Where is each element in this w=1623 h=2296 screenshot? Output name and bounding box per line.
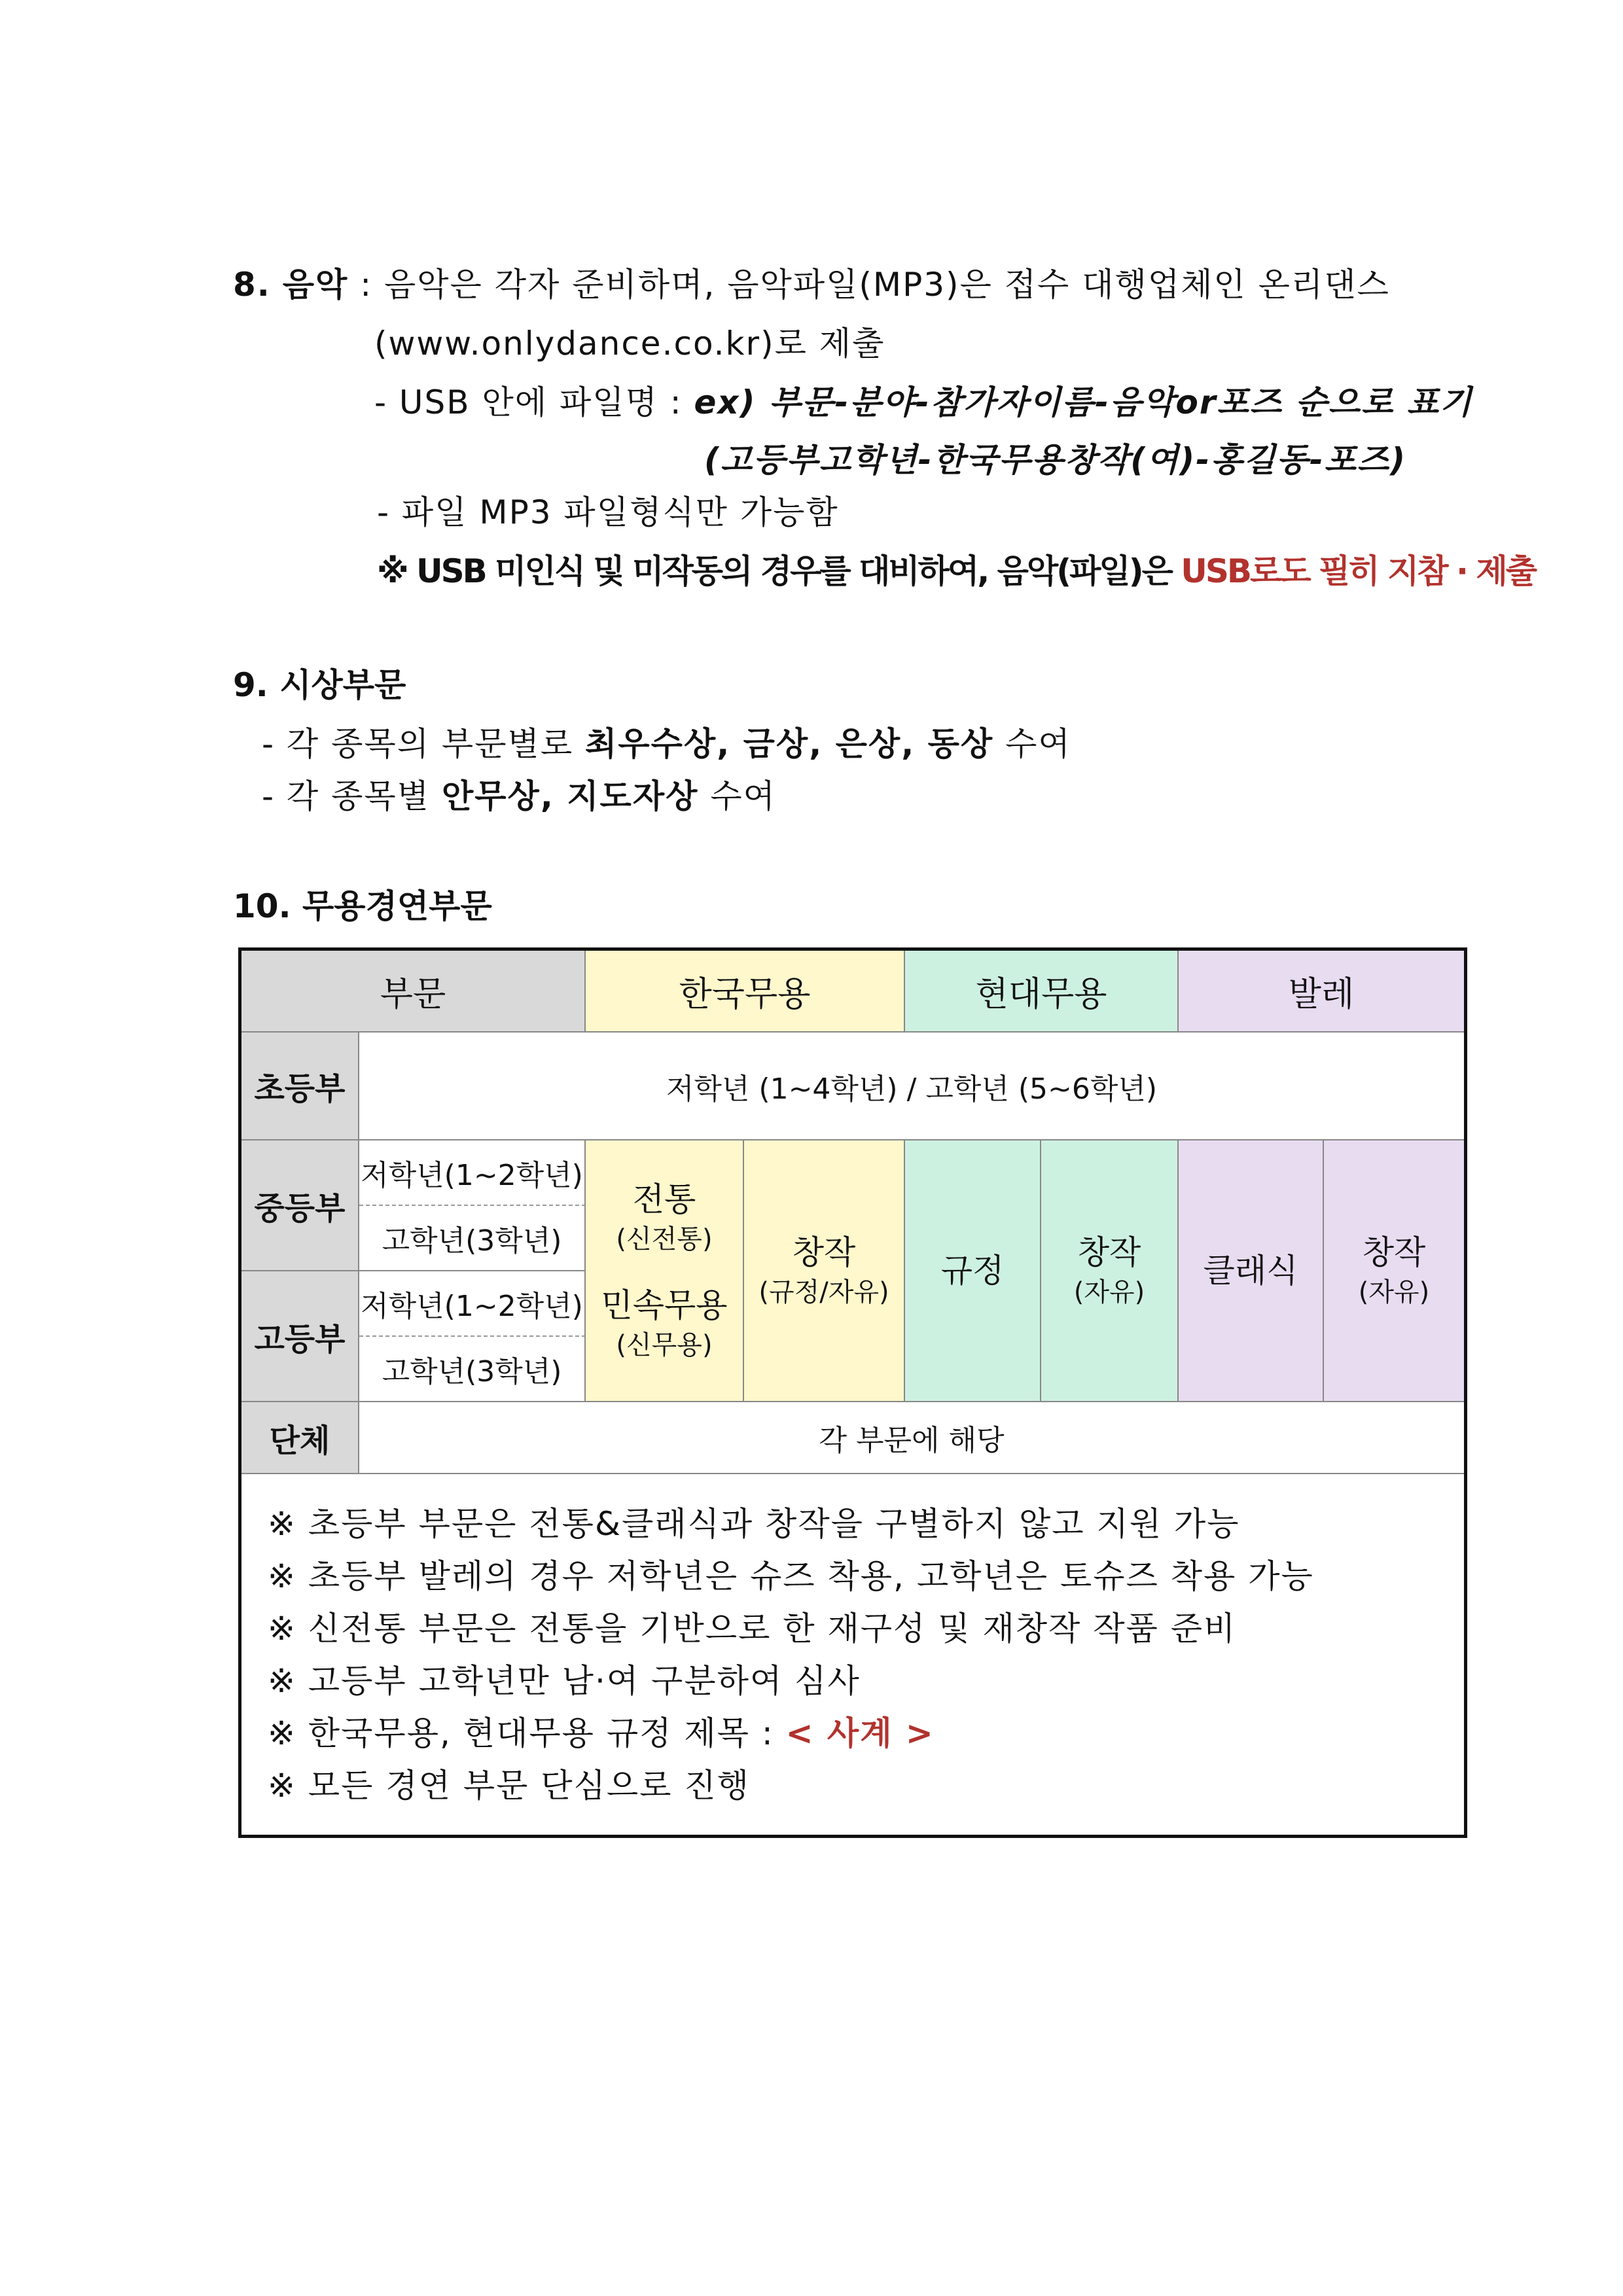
usb-prefix: - USB 안에 파일명 : [374,383,694,421]
korean-creative-cell [744,1140,905,1402]
middle-low-grade: 저학년(1~2학년) [359,1140,586,1206]
header-division: 부문 [241,951,586,1033]
section9-line1-prefix: - 각 종목의 부문별로 [262,725,586,763]
section9-line1-suffix: 수여 [993,725,1071,763]
note-6: ※ 모든 경연 부문 단심으로 진행 [268,1767,750,1805]
section8-title: 음악 [282,266,349,304]
modern-creative-cell [1041,1140,1179,1402]
row-group-text: 각 부문에 해당 [359,1402,1464,1474]
korean-traditional: 전통 [632,1180,696,1218]
section8-heading-line [233,262,1390,308]
ballet-classic-cell [1179,1140,1324,1402]
note-5-prefix: ※ 한국무용, 현대무용 규정 제목 : [268,1714,786,1752]
header-korean-dance: 한국무용 [586,951,905,1033]
high-high-grade: 고학년(3학년) [359,1337,586,1402]
row-middle-label: 중등부 [241,1140,359,1271]
korean-creative: 창작 [792,1233,856,1271]
korean-new-dance: (신무용) [616,1330,713,1360]
ballet-creative: 창작 [1362,1233,1426,1271]
ballet-creative-sub: (자유) [1358,1277,1430,1307]
note-5-title: < 사계 > [785,1714,935,1752]
ballet-classic: 클래식 [1203,1252,1298,1290]
high-low-grade: 저학년(1~2학년) [359,1271,586,1337]
section10-title: 10. 무용경연부문 [233,887,492,925]
middle-high-grade: 고학년(3학년) [359,1206,586,1271]
modern-rule: 규정 [940,1252,1005,1290]
note-3: ※ 신전통 부문은 전통을 기반으로 한 재구성 및 재창작 작품 준비 [268,1610,1237,1648]
modern-rule-cell [905,1140,1041,1402]
table-notes [241,1474,1464,1835]
row-elementary-text: 저학년 (1~4학년) / 고학년 (5~6학년) [359,1033,1464,1140]
format-line: - 파일 MP3 파일형식만 가능함 [377,493,839,531]
section9-line2-prefix: - 각 종목별 [262,777,442,815]
section8-line2: (www.onlydance.co.kr)로 제출 [374,325,885,362]
korean-folk-dance: 민속무용 [601,1286,728,1324]
row-high-label: 고등부 [241,1271,359,1402]
section9-line1-awards: 최우수상, 금상, 은상, 동상 [585,725,994,763]
ballet-creative-cell [1324,1140,1464,1402]
modern-creative-sub: (자유) [1073,1277,1145,1307]
section9-line2 [262,773,776,819]
note-1: ※ 초등부 부문은 전통&클래식과 창작을 구별하지 않고 지원 가능 [268,1505,1240,1543]
competition-table [238,947,1467,1838]
header-ballet: 발레 [1179,951,1464,1033]
usb-example: ex) 부문-분야-참가자이름-음악or포즈 순으로 표기 [694,383,1473,421]
note-4: ※ 고등부 고학년만 남·여 구분하여 심사 [268,1662,861,1700]
korean-traditional-cell [586,1140,744,1402]
notice-red: USB로도 필히 지참 · 제출 [1181,552,1536,590]
section8-line1: 음악은 각자 준비하며, 음악파일(MP3)은 접수 대행업체인 온리댄스 [383,266,1390,304]
section9-title: 9. 시상부문 [233,666,406,704]
row-group-label: 단체 [241,1402,359,1474]
section8-colon: : [348,266,384,304]
korean-creative-sub: (규정/자유) [758,1277,889,1307]
section9-line2-awards: 안무상, 지도자상 [441,777,699,815]
section9-line2-suffix: 수여 [698,777,776,815]
section8-number: 8. [233,266,271,304]
modern-creative: 창작 [1077,1233,1141,1271]
usb-example2: (고등부고학년-한국무용창작(여)-홍길동-포즈) [704,441,1407,479]
section8-usb-line [374,380,1472,425]
note-2: ※ 초등부 발레의 경우 저학년은 슈즈 착용, 고학년은 토슈즈 착용 가능 [268,1557,1314,1595]
section9-line1 [262,721,1071,767]
korean-neo-traditional: (신전통) [616,1224,713,1254]
notice-black: ※ USB 미인식 및 미작동의 경우를 대비하여, 음악(파일)은 [377,552,1181,590]
usb-notice [377,548,1535,594]
header-modern-dance: 현대무용 [905,951,1179,1033]
note-5 [268,1707,1314,1759]
row-elementary-label: 초등부 [241,1033,359,1140]
